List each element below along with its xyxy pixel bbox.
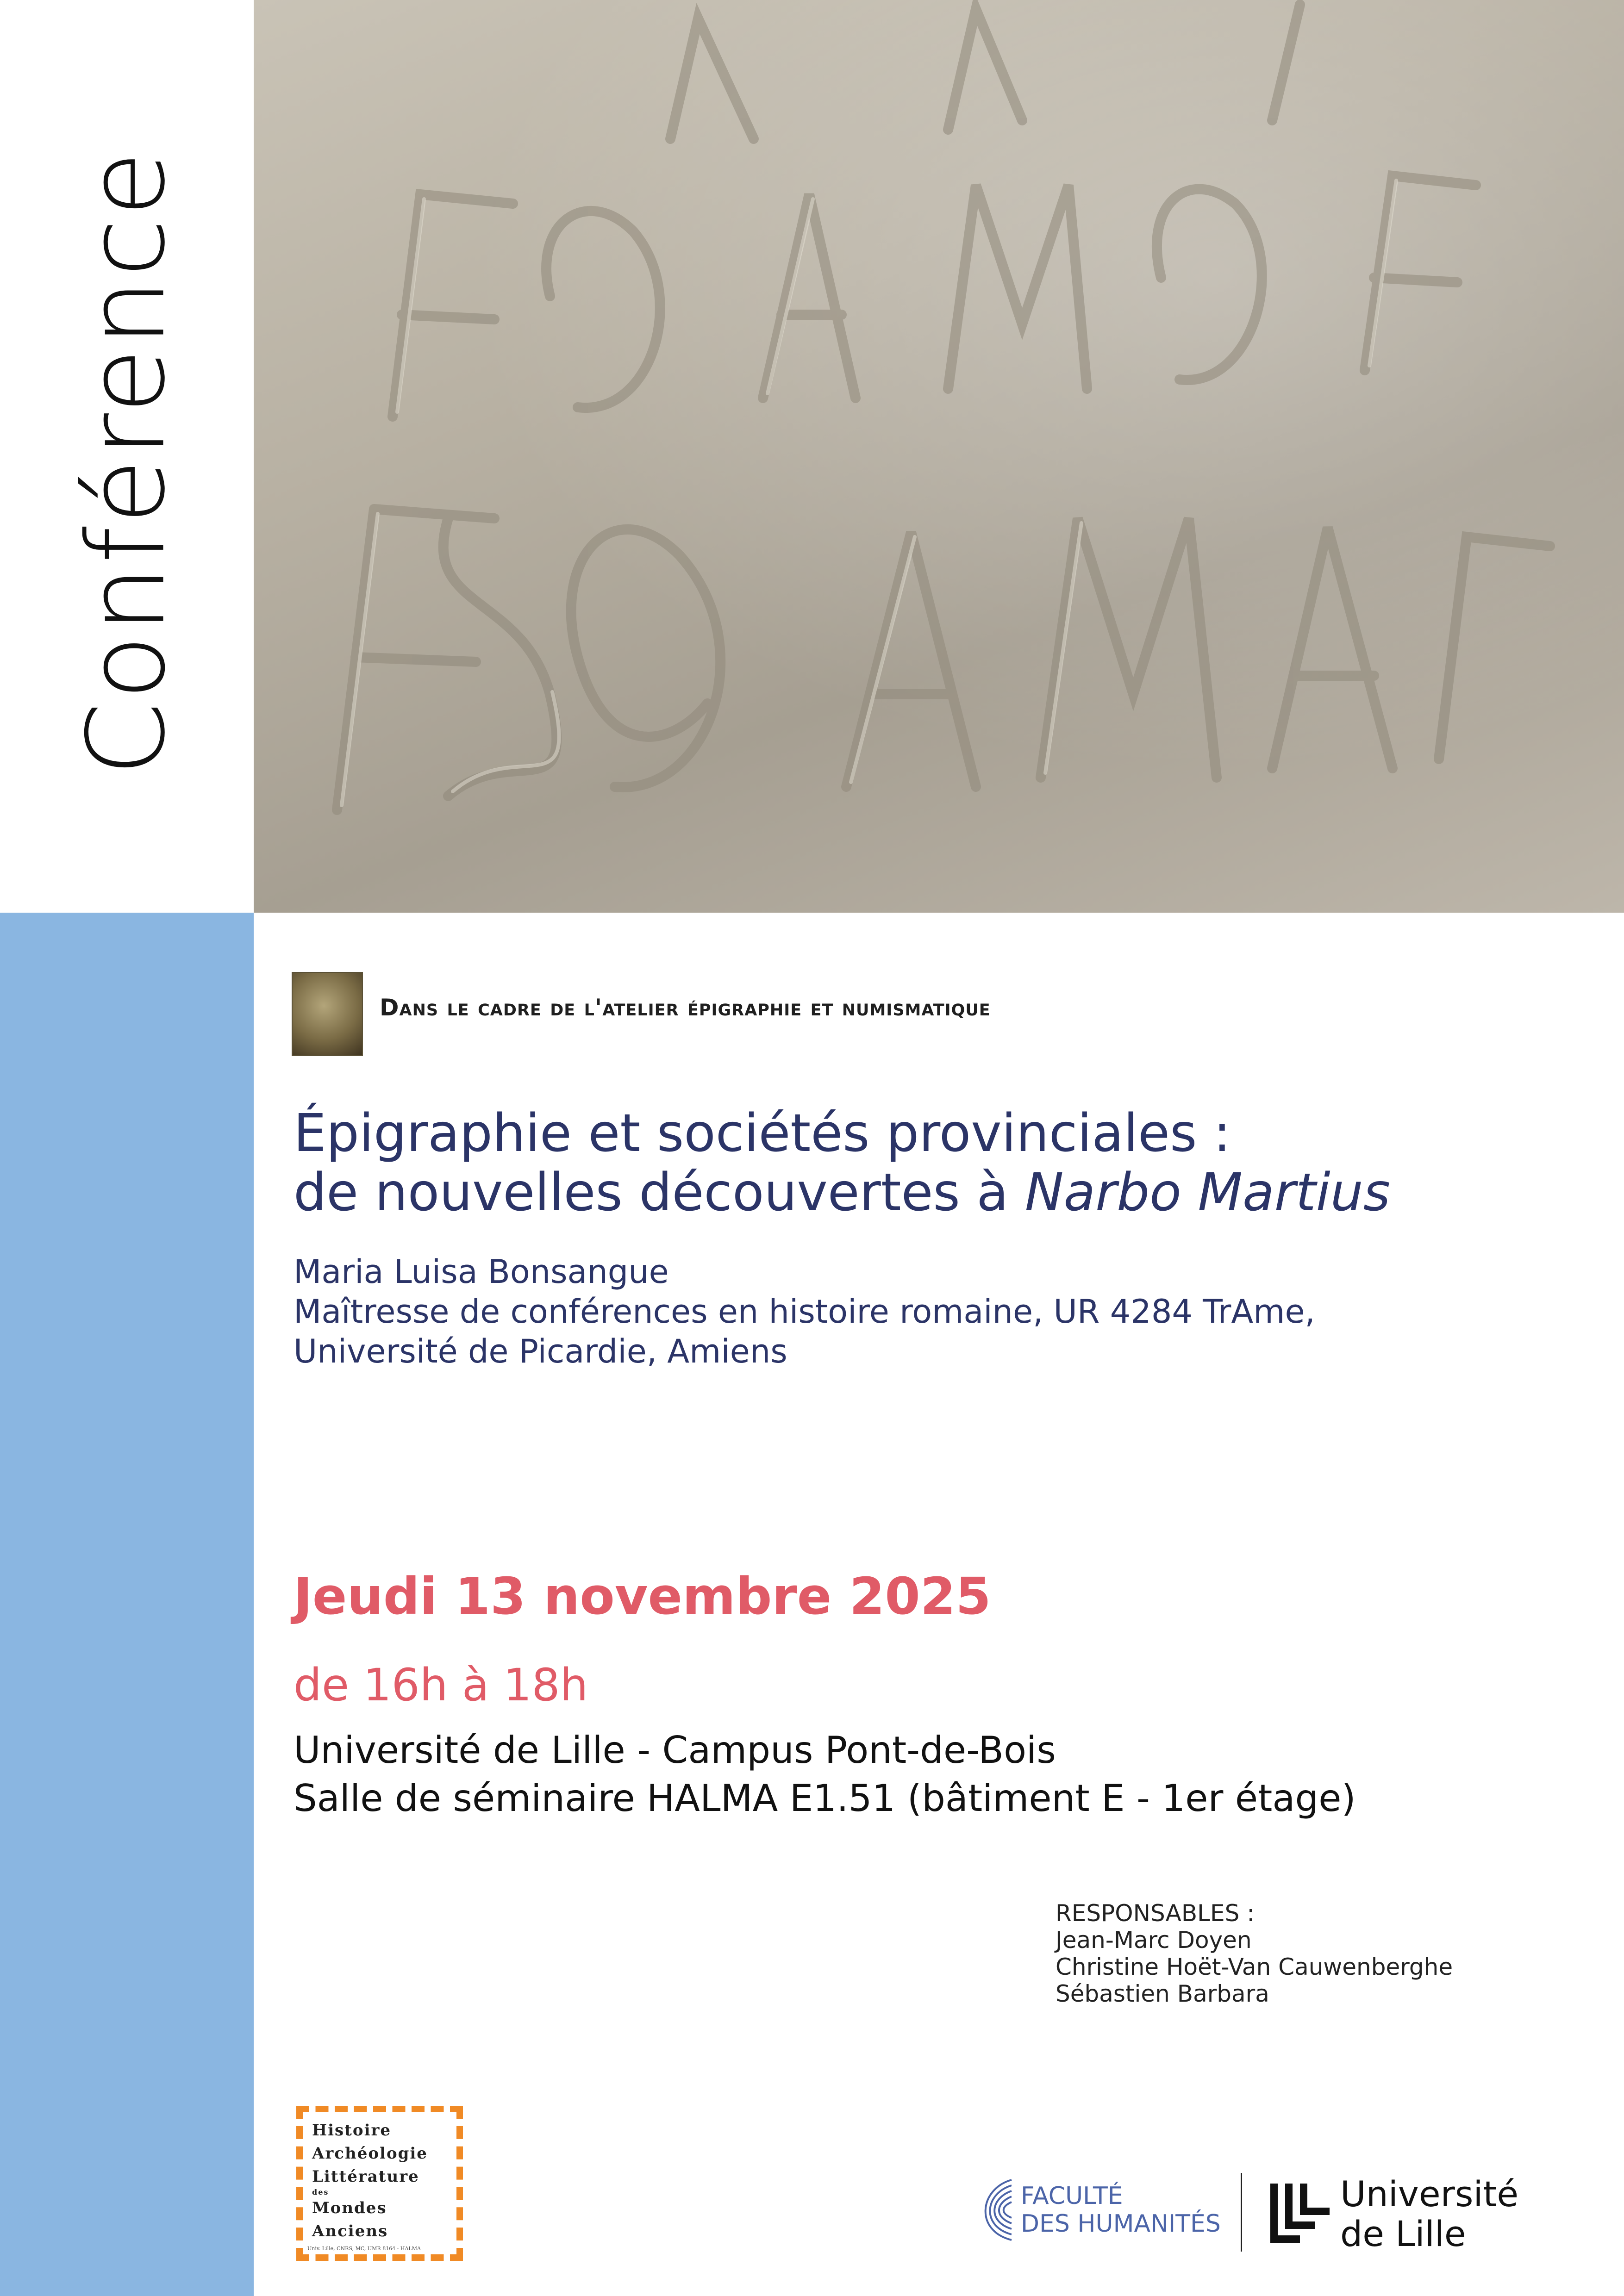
university-line2: de Lille xyxy=(1340,2213,1466,2254)
talk-title xyxy=(294,1104,1590,1222)
faculty-line1: FACULTÉ xyxy=(1021,2182,1123,2210)
talk-title-line1: Épigraphie et sociétés provinciales : xyxy=(294,1103,1231,1164)
speaker-name: Maria Luisa Bonsangue xyxy=(294,1253,669,1291)
speaker-affiliation: Université de Picardie, Amiens xyxy=(294,1332,787,1370)
faculty-arcs-icon xyxy=(965,2175,1016,2245)
event-time: de 16h à 18h xyxy=(294,1659,588,1711)
faculty-line2: DES HUMANITÉS xyxy=(1021,2210,1221,2238)
university-lille-mark-icon xyxy=(1268,2181,1332,2246)
halma-line: Histoire xyxy=(312,2121,392,2140)
faculty-logo-text xyxy=(1021,2182,1221,2238)
university-line1: Université xyxy=(1340,2173,1519,2215)
speaker-block xyxy=(294,1252,1590,1371)
coin-portrait-image xyxy=(292,972,363,1056)
workshop-context: Dans le cadre de l'atelier épigraphie et numismatique xyxy=(380,994,991,1021)
organizer-name: Jean-Marc Doyen xyxy=(1056,1927,1252,1954)
halma-line: Anciens xyxy=(312,2222,388,2240)
organizer-name: Christine Hoët-Van Cauwenberghe xyxy=(1056,1954,1453,1980)
halma-line: Littérature xyxy=(312,2167,419,2186)
event-date: Jeudi 13 novembre 2025 xyxy=(294,1567,991,1626)
venue-line1: Université de Lille - Campus Pont-de-Bois xyxy=(294,1729,1056,1772)
event-venue xyxy=(294,1726,1356,1823)
talk-title-place: Narbo Martius xyxy=(1024,1163,1391,1223)
university-logo-text xyxy=(1340,2174,1518,2254)
organizers-heading: RESPONSABLES : xyxy=(1056,1900,1255,1927)
halma-line: Archéologie xyxy=(312,2144,428,2163)
halma-line: des xyxy=(312,2188,329,2196)
logo-divider xyxy=(1241,2173,1242,2252)
carved-letters-illustration xyxy=(254,0,1624,913)
speaker-role: Maîtresse de conférences en histoire romaine, UR 4284 TrAme, xyxy=(294,1293,1315,1331)
organizer-name: Sébastien Barbara xyxy=(1056,1980,1269,2007)
hero-inscription-photo xyxy=(254,0,1624,913)
organizers-block xyxy=(1056,1900,1453,2007)
talk-title-line2 xyxy=(294,1163,1590,1222)
vertical-title: Conférence xyxy=(65,149,189,777)
halma-footer: Univ. Lille, CNRS, MC, UMR 8164 - HALMA xyxy=(307,2246,421,2252)
talk-title-line2-prefix: de nouvelles découvertes à xyxy=(294,1163,1025,1223)
halma-line: Mondes xyxy=(312,2199,387,2217)
sidebar-accent-band xyxy=(0,913,254,2296)
halma-logo xyxy=(296,2106,463,2261)
venue-line2: Salle de séminaire HALMA E1.51 (bâtiment E - 1er étage) xyxy=(294,1777,1356,1820)
